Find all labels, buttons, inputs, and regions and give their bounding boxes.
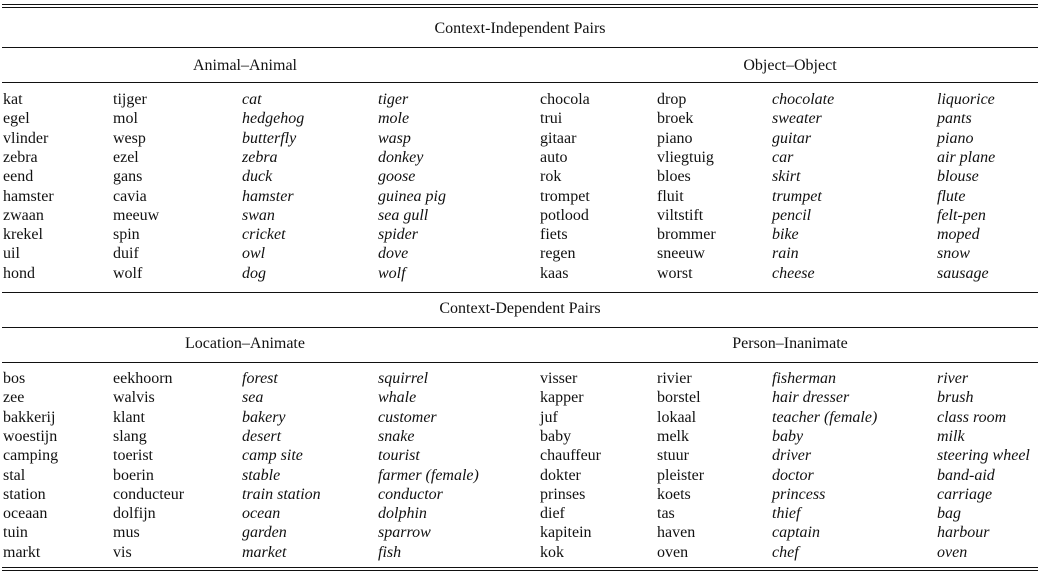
bottom-rule-1 — [2, 567, 1038, 568]
dutch-word-cell: oceaan — [3, 505, 48, 522]
english-word-cell: dove — [378, 245, 409, 262]
dutch-word-cell: eekhoorn — [113, 370, 173, 387]
dutch-word-cell: markt — [3, 544, 41, 561]
english-word-cell: thief — [772, 505, 801, 522]
block1-sub-rule — [2, 82, 1038, 83]
english-word-cell: flute — [937, 188, 966, 205]
dutch-word-cell: stuur — [657, 447, 689, 464]
section2-rule — [2, 327, 1038, 328]
title-rule — [2, 47, 1038, 48]
dutch-word-cell: wolf — [113, 265, 143, 282]
dutch-word-cell: slang — [113, 428, 147, 445]
english-word-cell: farmer (female) — [378, 467, 479, 484]
subheader-location-animate: Location–Animate — [185, 335, 305, 352]
dutch-word-cell: melk — [657, 428, 689, 445]
english-word-cell: skirt — [772, 168, 801, 185]
dutch-word-cell: mus — [113, 524, 140, 541]
english-word-cell: duck — [242, 168, 273, 185]
dutch-word-cell: rok — [540, 168, 562, 185]
subheader-animal-animal: Animal–Animal — [193, 57, 297, 74]
dutch-word-cell: zee — [3, 389, 25, 406]
dutch-word-cell: bos — [3, 370, 26, 387]
dutch-word-cell: dolfijn — [113, 505, 156, 522]
section-context-dependent: Context-Dependent Pairs — [439, 300, 601, 317]
english-word-cell: hamster — [242, 188, 294, 205]
english-word-cell: snake — [378, 428, 415, 445]
english-word-cell: wasp — [378, 130, 411, 147]
dutch-word-cell: fiets — [540, 226, 568, 243]
dutch-word-cell: chauffeur — [540, 447, 601, 464]
english-word-cell: brush — [937, 389, 974, 406]
english-word-cell: spider — [378, 226, 418, 243]
english-word-cell: river — [937, 370, 969, 387]
dutch-word-cell: juf — [540, 409, 558, 426]
english-word-cell: snow — [937, 245, 970, 262]
english-word-cell: moped — [937, 226, 980, 243]
english-word-cell: tiger — [378, 91, 409, 108]
english-word-cell: market — [242, 544, 287, 561]
english-word-cell: hair dresser — [772, 389, 850, 406]
english-word-cell: bakery — [242, 409, 286, 426]
english-word-cell: sweater — [772, 110, 822, 127]
english-word-cell: forest — [242, 370, 278, 387]
dutch-word-cell: hond — [3, 265, 35, 282]
dutch-word-cell: kat — [3, 91, 23, 108]
english-word-cell: carriage — [937, 486, 993, 503]
english-word-cell: goose — [378, 168, 416, 185]
english-word-cell: swan — [242, 207, 275, 224]
english-word-cell: pants — [937, 110, 972, 127]
dutch-word-cell: koets — [657, 486, 691, 503]
english-word-cell: teacher (female) — [772, 409, 878, 426]
english-word-cell: bike — [772, 226, 799, 243]
dutch-word-cell: mol — [113, 110, 138, 127]
english-word-cell: train station — [242, 486, 321, 503]
dutch-word-cell: boerin — [113, 467, 154, 484]
block2-sub-rule — [2, 362, 1038, 363]
dutch-word-cell: ezel — [113, 149, 139, 166]
english-word-cell: dog — [242, 265, 266, 282]
dutch-word-cell: woestijn — [3, 428, 58, 445]
english-word-cell: class room — [937, 409, 1007, 426]
bottom-rule-2 — [2, 570, 1038, 571]
dutch-word-cell: vliegtuig — [657, 149, 714, 166]
english-word-cell: zebra — [242, 149, 278, 166]
english-word-cell: air plane — [937, 149, 996, 166]
english-word-cell: blouse — [937, 168, 979, 185]
dutch-word-cell: bloes — [657, 168, 691, 185]
dutch-word-cell: sneeuw — [657, 245, 705, 262]
dutch-word-cell: chocola — [540, 91, 590, 108]
dutch-word-cell: drop — [657, 91, 687, 108]
dutch-word-cell: vlinder — [3, 130, 49, 147]
dutch-word-cell: brommer — [657, 226, 716, 243]
english-word-cell: fisherman — [772, 370, 836, 387]
dutch-word-cell: krekel — [3, 226, 43, 243]
dutch-word-cell: borstel — [657, 389, 701, 406]
english-word-cell: pencil — [772, 207, 812, 224]
dutch-word-cell: visser — [540, 370, 578, 387]
english-word-cell: band-aid — [937, 467, 995, 484]
dutch-word-cell: potlood — [540, 207, 589, 224]
dutch-word-cell: fluit — [657, 188, 684, 205]
english-word-cell: piano — [937, 130, 974, 147]
english-word-cell: chef — [772, 544, 799, 561]
english-word-cell: sparrow — [378, 524, 431, 541]
english-word-cell: owl — [242, 245, 266, 262]
english-word-cell: donkey — [378, 149, 424, 166]
dutch-word-cell: haven — [657, 524, 696, 541]
dutch-word-cell: duif — [113, 245, 139, 262]
dutch-word-cell: camping — [3, 447, 59, 464]
block-separator-rule — [2, 292, 1038, 293]
english-word-cell: liquorice — [937, 91, 995, 108]
english-word-cell: fish — [378, 544, 402, 561]
dutch-word-cell: stal — [3, 467, 26, 484]
top-rule-2 — [2, 7, 1038, 8]
english-word-cell: trumpet — [772, 188, 822, 205]
english-word-cell: chocolate — [772, 91, 835, 108]
top-rule-1 — [2, 4, 1038, 5]
english-word-cell: camp site — [242, 447, 303, 464]
dutch-word-cell: trui — [540, 110, 563, 127]
english-word-cell: desert — [242, 428, 282, 445]
dutch-word-cell: kok — [540, 544, 564, 561]
dutch-word-cell: dief — [540, 505, 565, 522]
english-word-cell: harbour — [937, 524, 990, 541]
dutch-word-cell: dokter — [540, 467, 581, 484]
dutch-word-cell: klant — [113, 409, 145, 426]
dutch-word-cell: station — [3, 486, 46, 503]
dutch-word-cell: gans — [113, 168, 143, 185]
english-word-cell: driver — [772, 447, 812, 464]
english-word-cell: dolphin — [378, 505, 427, 522]
dutch-word-cell: tas — [657, 505, 675, 522]
english-word-cell: cheese — [772, 265, 815, 282]
dutch-word-cell: toerist — [113, 447, 153, 464]
english-word-cell: tourist — [378, 447, 420, 464]
english-word-cell: baby — [772, 428, 804, 445]
english-word-cell: doctor — [772, 467, 814, 484]
english-word-cell: captain — [772, 524, 820, 541]
english-word-cell: stable — [242, 467, 281, 484]
dutch-word-cell: cavia — [113, 188, 147, 205]
dutch-word-cell: rivier — [657, 370, 692, 387]
english-word-cell: conductor — [378, 486, 443, 503]
subheader-object-object: Object–Object — [743, 57, 837, 74]
english-word-cell: bag — [937, 505, 961, 522]
dutch-word-cell: conducteur — [113, 486, 185, 503]
english-word-cell: customer — [378, 409, 437, 426]
english-word-cell: guitar — [772, 130, 812, 147]
dutch-word-cell: kapitein — [540, 524, 592, 541]
dutch-word-cell: auto — [540, 149, 568, 166]
dutch-word-cell: worst — [657, 265, 693, 282]
dutch-word-cell: prinses — [540, 486, 586, 503]
dutch-word-cell: piano — [657, 130, 693, 147]
english-word-cell: cricket — [242, 226, 286, 243]
dutch-word-cell: meeuw — [113, 207, 160, 224]
dutch-word-cell: kaas — [540, 265, 569, 282]
dutch-word-cell: wesp — [113, 130, 146, 147]
english-word-cell: rain — [772, 245, 799, 262]
dutch-word-cell: egel — [3, 110, 30, 127]
dutch-word-cell: zwaan — [3, 207, 44, 224]
english-word-cell: steering wheel — [937, 447, 1030, 464]
english-word-cell: guinea pig — [378, 188, 446, 205]
english-word-cell: squirrel — [378, 370, 429, 387]
dutch-word-cell: walvis — [113, 389, 155, 406]
dutch-word-cell: zebra — [3, 149, 38, 166]
dutch-word-cell: lokaal — [657, 409, 697, 426]
english-word-cell: car — [772, 149, 794, 166]
english-word-cell: whale — [378, 389, 417, 406]
dutch-word-cell: pleister — [657, 467, 705, 484]
dutch-word-cell: regen — [540, 245, 576, 262]
english-word-cell: felt-pen — [937, 207, 986, 224]
dutch-word-cell: gitaar — [540, 130, 577, 147]
english-word-cell: hedgehog — [242, 110, 305, 127]
english-word-cell: sea gull — [378, 207, 429, 224]
dutch-word-cell: trompet — [540, 188, 590, 205]
english-word-cell: wolf — [378, 265, 406, 282]
dutch-word-cell: bakkerij — [3, 409, 56, 426]
dutch-word-cell: kapper — [540, 389, 584, 406]
dutch-word-cell: tijger — [113, 91, 147, 108]
dutch-word-cell: uil — [3, 245, 20, 262]
dutch-word-cell: vis — [113, 544, 132, 561]
english-word-cell: princess — [772, 486, 826, 503]
dutch-word-cell: broek — [657, 110, 694, 127]
english-word-cell: cat — [242, 91, 262, 108]
english-word-cell: sausage — [937, 265, 989, 282]
english-word-cell: ocean — [242, 505, 281, 522]
english-word-cell: butterfly — [242, 130, 297, 147]
dutch-word-cell: spin — [113, 226, 140, 243]
dutch-word-cell: viltstift — [657, 207, 704, 224]
english-word-cell: milk — [937, 428, 965, 445]
english-word-cell: sea — [242, 389, 264, 406]
subheader-person-inanimate: Person–Inanimate — [732, 335, 848, 352]
dutch-word-cell: baby — [540, 428, 572, 445]
english-word-cell: garden — [242, 524, 287, 541]
english-word-cell: mole — [378, 110, 410, 127]
dutch-word-cell: hamster — [3, 188, 54, 205]
table-title: Context-Independent Pairs — [434, 20, 606, 37]
english-word-cell: oven — [937, 544, 968, 561]
dutch-word-cell: oven — [657, 544, 689, 561]
dutch-word-cell: eend — [3, 168, 34, 185]
dutch-word-cell: tuin — [3, 524, 28, 541]
